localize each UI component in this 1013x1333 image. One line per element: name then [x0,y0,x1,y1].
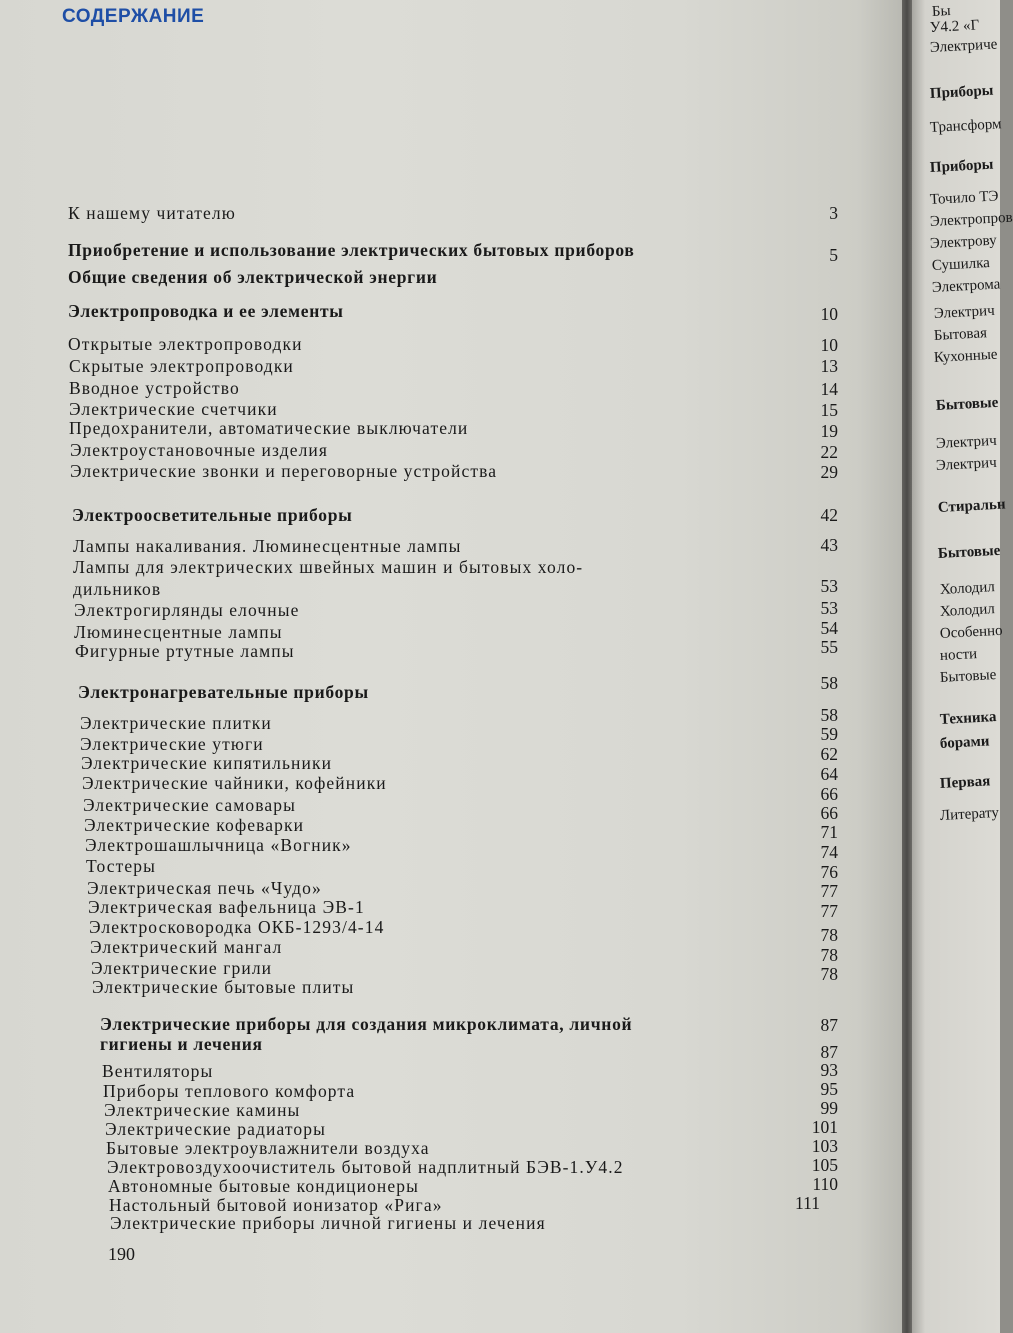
toc-entry: Электрические приборы личной гигиены и лечения [110,1213,546,1233]
toc-entry: Электрические приборы для создания микроклимата, личной [100,1014,633,1034]
toc-entry: Лампы для электрических швейных машин и бытовых холо- [73,557,584,577]
toc-page-number: 15 [820,400,838,420]
right-page-fragment: Холодил [939,579,996,598]
toc-entry: Приобретение и использование электрических бытовых приборов [68,240,635,260]
toc-page-number: 103 [811,1136,838,1156]
toc-entry: Электрические звонки и переговорные устройства [70,461,498,481]
toc-entry: Электрические чайники, кофейники [82,773,387,793]
toc-page-number: 74 [820,842,838,862]
right-page-fragment: Бытовые [937,542,1001,562]
toc-entry: Электрические утюги [80,734,264,754]
toc-entry: Электрические бытовые плиты [92,977,355,997]
toc-entry: Лампы накаливания. Люминесцентные лампы [73,536,462,556]
toc-page-number: 54 [820,618,838,638]
toc-entry: Вентиляторы [102,1061,214,1081]
toc-entry: Электроустановочные изделия [70,440,329,460]
toc-page-number: 99 [820,1098,838,1118]
toc-page-number: 29 [820,462,838,482]
right-page-fragment: Стиральн [937,496,1006,516]
toc-entry: Электрические кипятильники [81,753,333,773]
right-page-fragment: Электрич [935,454,998,474]
toc-page-number: 53 [820,576,838,596]
toc-entry: гигиены и лечения [100,1034,263,1054]
toc-page-number: 71 [820,822,838,842]
toc-page-number: 3 [829,203,838,223]
toc-page-number: 66 [820,803,838,823]
right-page-fragment: Техника [939,709,997,728]
right-page-fragment: Сушилка [931,254,991,274]
right-page-fragment: Трансформ [929,116,1002,136]
toc-page-number: 53 [820,598,838,618]
right-page-fragment: Бытовые [935,394,999,414]
toc-entry: К нашему читателю [68,203,236,223]
toc-page-number: 13 [820,356,838,376]
right-page-fragment: Первая [939,773,991,792]
toc-entry: Открытые электропроводки [68,334,303,354]
toc-page-number: 58 [820,673,838,693]
toc-entry: Электрические камины [104,1100,301,1120]
toc-page-number: 76 [820,862,838,882]
toc-entry: Электрошашлычница «Вогник» [85,835,352,855]
toc-entry: Скрытые электропроводки [69,356,294,376]
toc-entry: Электропроводка и ее элементы [68,301,344,321]
toc-page-number: 77 [820,881,838,901]
toc-page-number: 93 [820,1060,838,1080]
toc-entry: Электрические плитки [80,713,272,733]
toc-page-number: 101 [811,1117,838,1137]
right-page-fragment: Бы [931,3,952,20]
right-page-fragment: Кухонные [933,346,998,366]
toc-page-number: 19 [820,421,838,441]
toc-entry: Электрические грили [91,958,273,978]
right-page-fragment: Холодил [939,601,996,620]
toc-page-number: 42 [820,505,838,525]
toc-entry: Автономные бытовые кондиционеры [108,1176,419,1196]
toc-entry: Электроосветительные приборы [72,505,353,525]
right-page-fragment: Приборы [929,82,994,102]
toc-page-number: 14 [820,379,838,399]
right-page-fragment: Бытовые [939,667,997,686]
toc-entry: Электрогирлянды елочные [74,600,300,620]
toc-page-number: 58 [820,705,838,725]
right-page-fragment: Электриче [929,36,998,56]
toc-page-number: 22 [820,442,838,462]
toc-page-number: 10 [820,304,838,324]
toc-page-number: 110 [812,1174,838,1194]
toc-entry: Электронагревательные приборы [78,682,369,702]
toc-entry: Бытовые электроувлажнители воздуха [106,1138,430,1158]
toc-entry: Электрическая вафельница ЭВ-1 [88,897,365,917]
right-page-fragment: Электрич [935,432,998,452]
toc-entry: Электрические кофеварки [84,815,305,835]
toc-entry: Электрические самовары [83,795,296,815]
right-page-fragment: Точило ТЭ [929,188,999,208]
toc-page-number: 95 [820,1079,838,1099]
toc-entry: дильников [73,579,162,599]
toc-page-number: 55 [820,637,838,657]
toc-entry: Электрическая печь «Чудо» [87,878,322,898]
toc-entry: Электрические счетчики [69,399,278,419]
toc-entry: Настольный бытовой ионизатор «Рига» [109,1195,443,1215]
toc-page-number: 77 [820,901,838,921]
toc-page-number: 5 [829,245,838,265]
toc-page-number: 87 [820,1015,838,1035]
toc-page-number: 66 [820,784,838,804]
toc-entry: Тостеры [86,856,156,876]
toc-entry: Электросковородка ОКБ-1293/4-14 [89,917,385,937]
right-page-fragment: У4.2 «Г [929,17,980,36]
toc-page-number: 78 [820,925,838,945]
toc-page-number: 105 [811,1155,838,1175]
toc-entry: Электрические радиаторы [105,1119,326,1139]
right-page-fragment: Особенно [939,622,1003,642]
toc-entry: Люминесцентные лампы [74,622,283,642]
toc-page-number: 62 [820,744,838,764]
toc-page-number: 78 [820,964,838,984]
right-page-fragment: борами [939,733,990,752]
right-page-fragment: Электрома [931,276,1001,296]
toc-page-number: 87 [820,1042,838,1062]
toc-page-number: 43 [820,535,838,555]
toc-entry: Вводное устройство [69,378,240,398]
toc-entry: Фигурные ртутные лампы [75,641,295,661]
toc-entry: Общие сведения об электрической энергии [68,267,438,287]
toc-entry: Электрический мангал [90,937,283,957]
right-page [912,0,1013,1333]
right-page-fragment: Электрич [933,302,996,322]
right-page-fragment: Литерату [939,804,1000,824]
page-header: СОДЕРЖАНИЕ [62,6,205,27]
toc-entry: Предохранители, автоматические выключатели [69,418,469,438]
toc-entry: Приборы теплового комфорта [103,1081,356,1101]
toc-page-number: 10 [820,335,838,355]
toc-page-number: 59 [820,724,838,744]
page-number: 190 [108,1244,135,1264]
toc-page-number: 111 [795,1193,820,1213]
right-page-fragment: Бытовая [933,325,988,344]
toc-page-number: 64 [820,764,838,784]
right-page-fragment: Электропров [929,209,1013,230]
toc-entry: Электровоздухоочиститель бытовой надплитный БЭВ-1.У4.2 [107,1157,624,1177]
toc-page-number: 78 [820,945,838,965]
right-page-fragment: Электрову [929,232,998,252]
right-page-fragment: Приборы [929,156,994,176]
right-page-fragment: ности [939,646,978,664]
